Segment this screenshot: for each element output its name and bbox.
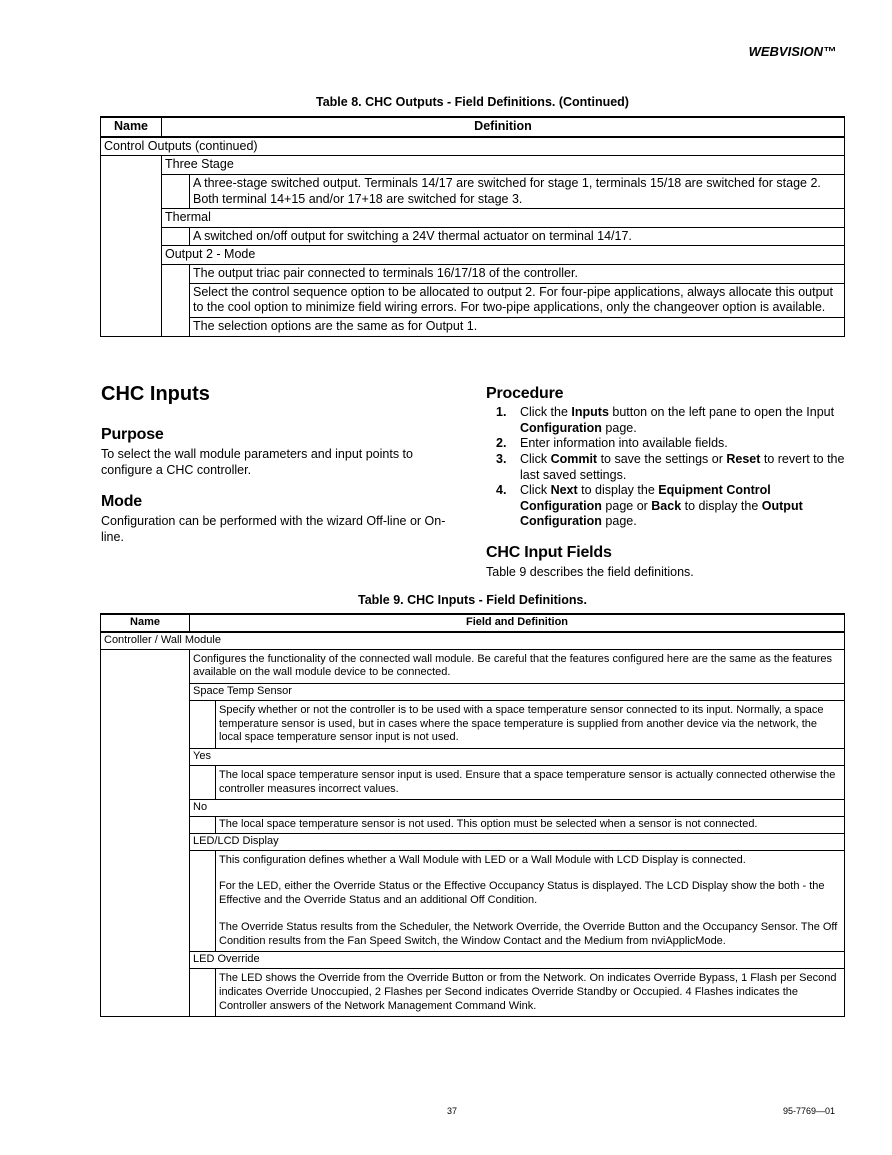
table9-led-override-def: The LED shows the Override from the Override Button or from the Network. On indicates Override Bypass, 1 Flash per Second indicates Override Unoccupied, 2 Flashes per Second indicates Override Standby or Occupied. 4 Flashes indicates the Controller answers of the Network Management Command Wink. (216, 969, 845, 1017)
table8 (100, 116, 845, 337)
table8-output2-def1: The output triac pair connected to terminals 16/17/18 of the controller. (190, 265, 845, 284)
table8-three-stage: Three Stage (162, 156, 845, 175)
table9-caption: Table 9. CHC Inputs - Field Definitions. (358, 593, 587, 607)
table9-yes-def: The local space temperature sensor input is used. Ensure that a space temperature sensor is actually connected otherwise the controller measures incorrect values. (216, 765, 845, 800)
table9-indent2 (190, 765, 216, 800)
fields-text: Table 9 describes the field definitions. (486, 565, 694, 579)
table9-led-lcd-def3: The Override Status results from the Scheduler, the Network Override, the Override Button and the Occupancy Sensor. The Off Condition results from the Fan Speed Switch, the Window Contact and the Medium from nviApplicMode. (219, 920, 838, 947)
table9-indent2 (190, 850, 216, 952)
table9 (100, 613, 845, 1017)
procedure-steps (486, 405, 846, 530)
table9-indent (101, 649, 190, 1017)
document-number: 95-7769—01 (782, 1106, 835, 1116)
table9-led-lcd: LED/LCD Display (190, 833, 845, 850)
page-number: 37 (447, 1106, 458, 1116)
table8-three-stage-def: A three-stage switched output. Terminals 14/17 are switched for stage 1, terminals 15/18 are switched for stage 2. Both terminal 14+15 and/or 17+18 are switched for stage 3. (190, 174, 845, 208)
table8-thermal-def: A switched on/off output for switching a 24V thermal actuator on terminal 14/17. (190, 227, 845, 246)
table9-indent2 (190, 700, 216, 748)
table8-output2-def2: Select the control sequence option to be allocated to output 2. For four-pipe applications, always allocate this output to the cool option to minimize field wiring errors. For two-pipe applications, only the changeover option is available. (190, 283, 845, 317)
table9-yes: Yes (190, 749, 845, 766)
table8-indent (101, 156, 162, 336)
procedure-step: 2. Enter information into available fields. (496, 436, 728, 451)
table9-no: No (190, 800, 845, 817)
procedure-step: 1. Click the Inputs button on the left pane to open the Input Configuration page. (496, 405, 835, 435)
table9-led-lcd-def2: For the LED, either the Override Status or the Effective Occupancy Status is displayed. The LCD Display show the both - the Effective and the Override Status and an additional Off Condition. (219, 880, 825, 906)
table9-wm-def: Configures the functionality of the connected wall module. Be careful that the features configured here are the same as the features available on the wall module device to be connected. (190, 649, 845, 684)
table8-output2-def3: The selection options are the same as for Output 1. (190, 317, 845, 336)
fields-heading: CHC Input Fields (486, 544, 612, 561)
procedure-heading: Procedure (486, 385, 564, 402)
table9-indent2 (190, 817, 216, 834)
table8-section: Control Outputs (continued) (101, 137, 845, 156)
table8-indent2 (162, 265, 190, 337)
procedure-step: 3. Click Commit to save the settings or Reset to revert to the last saved settings. (496, 451, 845, 482)
table9-section: Controller / Wall Module (101, 632, 845, 649)
mode-text: Configuration can be performed with the wizard Off-line or On-line. (101, 514, 446, 544)
table8-indent2 (162, 227, 190, 246)
mode-heading: Mode (101, 493, 142, 510)
table8-col-name: Name (101, 117, 162, 137)
table9-led-lcd-def (216, 850, 845, 952)
header-brand: WEBVISION™ (748, 44, 836, 59)
table8-thermal: Thermal (162, 209, 845, 228)
purpose-heading: Purpose (101, 426, 164, 443)
section-title: CHC Inputs (101, 383, 210, 405)
table8-output2: Output 2 - Mode (162, 246, 845, 265)
table9-space-temp: Space Temp Sensor (190, 684, 845, 701)
table9-no-def: The local space temperature sensor is not used. This option must be selected when a sensor is not connected. (216, 817, 845, 834)
table9-col-field: Field and Definition (190, 614, 845, 632)
table9-space-temp-def: Specify whether or not the controller is to be used with a space temperature sensor connected to its input. Normally, a space temperature sensor is used, but in cases where the space temperature is supplied from another device via the network, the local space temperature sensor input is not used. (216, 700, 845, 748)
table8-caption: Table 8. CHC Outputs - Field Definitions. (Continued) (316, 95, 629, 109)
table9-indent2 (190, 969, 216, 1017)
table8-col-definition: Definition (162, 117, 845, 137)
table9-col-name: Name (101, 614, 190, 632)
procedure-step: 4. Click Next to display the Equipment Control Configuration page or Back to display the Output Configuration page. (496, 483, 803, 529)
table9-led-override: LED Override (190, 952, 845, 969)
table8-indent2 (162, 174, 190, 208)
table9-led-lcd-def1: This configuration defines whether a Wall Module with LED or a Wall Module with LCD Display is connected. (219, 853, 746, 866)
purpose-text: To select the wall module parameters and input points to configure a CHC controller. (101, 447, 413, 477)
